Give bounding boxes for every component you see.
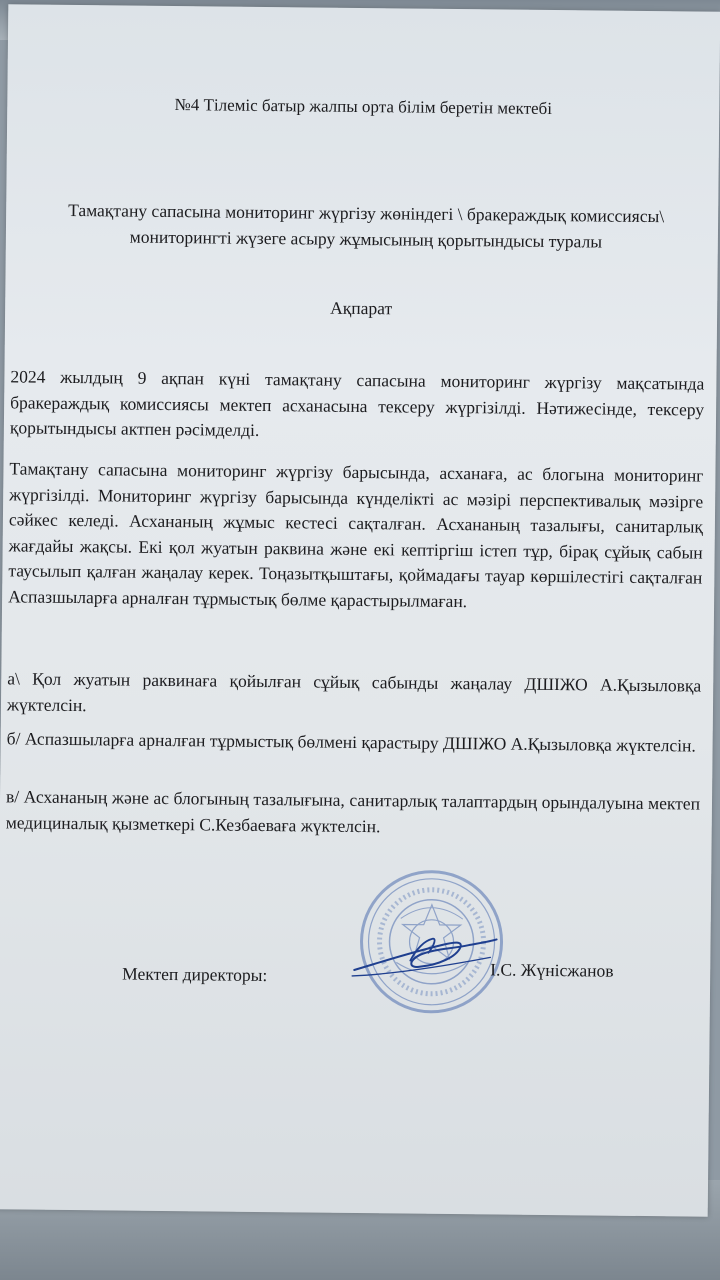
order-item-a: а\ Қол жуатын раквинаға қойылған сұйық сабынды жаңалау ДШІЖО А.Қызыловқа жүктелсін.	[6, 668, 702, 715]
document-type: Ақпарат	[330, 297, 393, 319]
director-signature-icon	[350, 926, 501, 988]
order-item-b: б/ Аспазшыларға арналған тұрмыстық бөлмені қарастыру ДШІЖО А.Қызыловқа жүктелсін.	[6, 728, 696, 756]
document-subject: Тамақтану сапасына мониторинг жүргізу жөніндегі \ бракераждық комиссиясы\ мониторингті жүзеге асыру жұмысының қорытындысы туралы	[68, 199, 665, 252]
signature-name: І.С. Жүнісжанов	[490, 959, 614, 981]
signature-title: Мектеп директоры:	[122, 963, 268, 986]
paragraph-findings: Тамақтану сапасына мониторинг жүргізу барысында, асханаға, ас блогына мониторинг жүргізілді. Мониторинг жүргізу барысында күнделікті ас мәзірі перспективалық мәзірге сәйкес келеді. Асхананың жұмыс кестесі сақталған. Асхананың тазалығы, санитарлық жағдайы жақсы. Екі қол жуатын раквина және екі кептіргіш істеп тұр, бірақ сұйық сабын таусылып қалған жаңалау керек. Тоңазытқыштағы, қоймадағы тауар көршілестігі сақталған Аспазшыларға арналған тұрмыстық бөлме қарастырылмаған.	[8, 458, 704, 611]
document-sheet	[0, 4, 720, 1216]
school-name: №4 Тілеміс батыр жалпы орта білім беретін мектебі	[174, 95, 553, 119]
order-item-v: в/ Асхананың және ас блогының тазалығына, санитарлық талаптардың орындалуына мектеп медициналық қызметкері С.Кезбаеваға жүктелсін.	[5, 786, 701, 836]
paragraph-intro: 2024 жылдың 9 ақпан күні тамақтану сапасына мониторинг жүргізу мақсатында бракераждық комиссиясы мектеп асханасына тексеру жүргізілді. Нәтижесінде, тексеру қорытындысы актпен рәсімделді.	[9, 366, 705, 440]
